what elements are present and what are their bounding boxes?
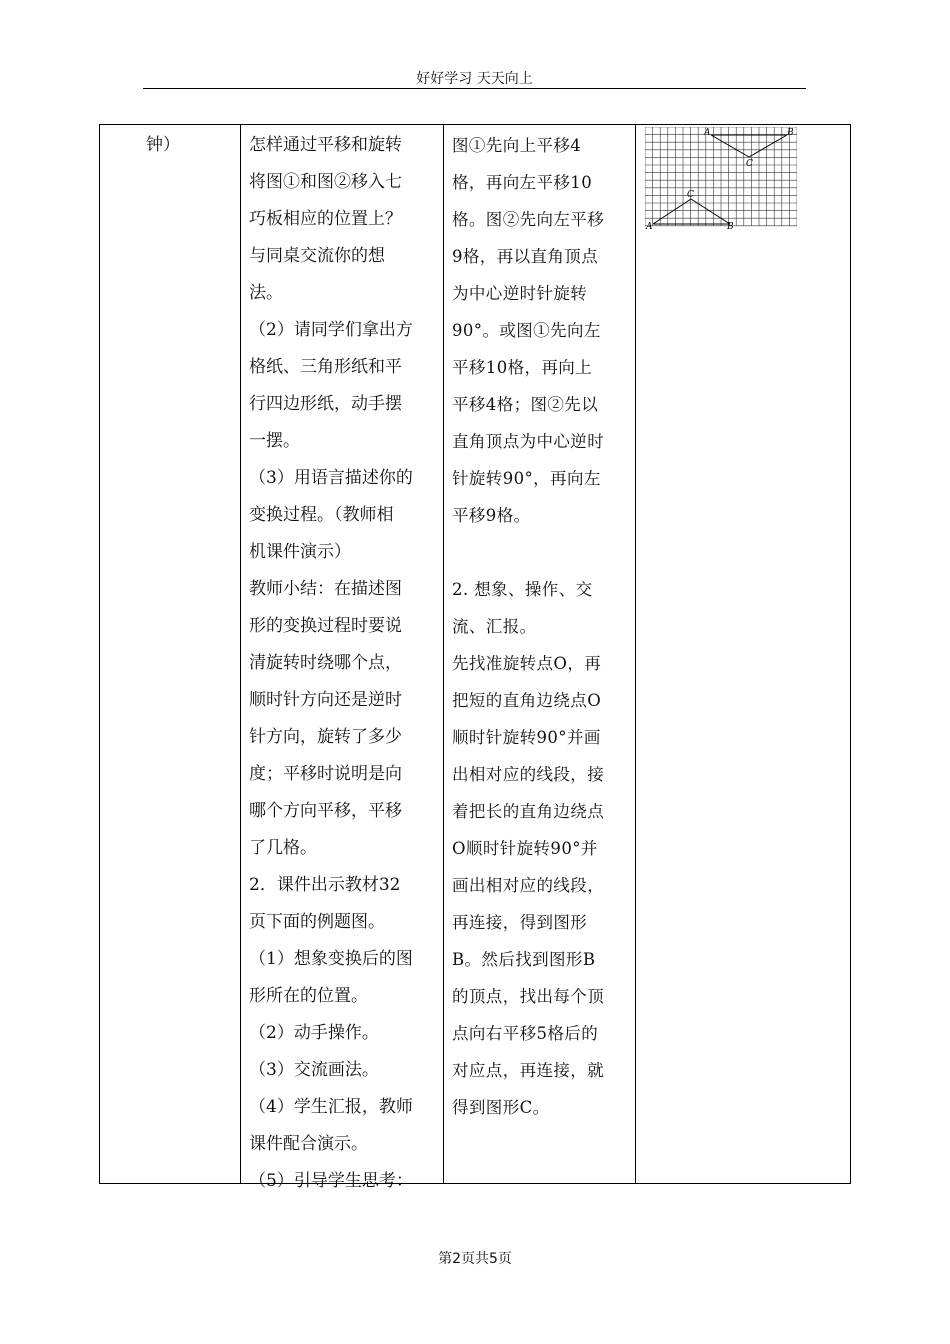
text-line: 平移4格；图②先以 xyxy=(452,395,599,414)
text-line: 钟） xyxy=(146,135,180,155)
text-line: 形所在的位置。 xyxy=(249,986,368,1006)
text-line: 针旋转90°，再向左 xyxy=(452,469,601,488)
text-line: 平移9格。 xyxy=(452,506,531,525)
lesson-table xyxy=(99,124,851,1191)
text-line: 对应点，再连接，就 xyxy=(452,1061,605,1080)
text-line: O顺时针旋转90°并 xyxy=(452,839,598,858)
text-line: （5）引导学生思考： xyxy=(249,1171,413,1191)
segment-bc-top xyxy=(749,135,787,157)
text-line: 出相对应的线段，接 xyxy=(452,765,605,784)
text-line xyxy=(452,534,627,571)
page-footer: 第2页共5页 xyxy=(438,1251,512,1267)
time-cell xyxy=(100,125,240,1183)
text-line: 为中心逆时针旋转 xyxy=(452,284,588,303)
label-c-top: C xyxy=(746,159,753,169)
text-line: 行四边形纸，动手摆 xyxy=(249,394,402,414)
text-line: 顺时针方向还是逆时 xyxy=(249,690,402,710)
text-line: 巧板相应的位置上？ xyxy=(249,209,402,229)
text-line: 机课件演示） xyxy=(249,542,351,562)
text-line: 把短的直角边绕点O xyxy=(452,691,602,710)
label-a-top: A xyxy=(704,128,711,138)
text-line: 再连接，得到图形 xyxy=(452,913,588,932)
label-b-top: B xyxy=(787,128,794,138)
text-line: 顺时针旋转90°并画 xyxy=(452,728,601,747)
text-line: 形的变换过程时要说 xyxy=(249,616,402,636)
text-line: 2．课件出示教材32 xyxy=(249,875,401,895)
text-line: 得到图形C。 xyxy=(452,1098,550,1117)
text-line: （1）想象变换后的图 xyxy=(249,949,413,969)
text-line: 格。图②先向左平移 xyxy=(452,210,605,229)
text-line: 页下面的例题图。 xyxy=(249,912,385,932)
text-line: 课件配合演示。 xyxy=(249,1134,368,1154)
text-line: 先找准旋转点O，再 xyxy=(452,654,602,673)
text-line: 与同桌交流你的想 xyxy=(249,246,385,266)
text-line: （2）请同学们拿出方 xyxy=(249,320,413,340)
text-line: 教师小结：在描述图 xyxy=(249,579,402,599)
student-activity-text xyxy=(452,127,627,1126)
text-line: 针方向，旋转了多少 xyxy=(249,727,402,747)
text-line: 度；平移时说明是向 xyxy=(249,764,402,784)
text-line: 怎样通过平移和旋转 xyxy=(249,135,402,155)
text-line: （4）学生汇报，教师 xyxy=(249,1097,413,1117)
text-line: 9格，再以直角顶点 xyxy=(452,247,599,266)
label-a-bottom: A xyxy=(646,222,653,231)
text-line: 画出相对应的线段， xyxy=(452,876,605,895)
text-line: 格，再向左平移10 xyxy=(452,173,593,192)
text-line: 清旋转时绕哪个点， xyxy=(249,653,402,673)
text-line: 变换过程。（教师相 xyxy=(249,505,394,525)
text-line: 90°。或图①先向左 xyxy=(452,321,601,340)
segment-ac-top xyxy=(711,135,749,157)
text-line: 图①先向上平移4 xyxy=(452,136,582,155)
teacher-activity-text xyxy=(249,127,435,1200)
header-rule xyxy=(143,88,806,89)
text-line: B。然后找到图形B xyxy=(452,950,596,969)
text-line: 2. 想象、操作、交 xyxy=(452,580,593,599)
text-line: 哪个方向平移，平移 xyxy=(249,801,402,821)
label-b-bottom: B xyxy=(727,222,734,231)
text-line: 格纸、三角形纸和平 xyxy=(249,357,402,377)
text-line: 平移10格，再向上 xyxy=(452,358,593,377)
text-line: 了几格。 xyxy=(249,838,317,858)
text-line: 流、汇报。 xyxy=(452,617,537,636)
text-line: 点向右平移5格后的 xyxy=(452,1024,599,1043)
teacher-activity-cell xyxy=(240,125,443,1191)
time-text xyxy=(100,125,240,164)
text-line: （2）动手操作。 xyxy=(249,1023,379,1043)
text-line: 将图①和图②移入七 xyxy=(249,172,402,192)
student-activity-cell xyxy=(443,125,635,1183)
page-header: 好好学习 天天向上 xyxy=(416,71,533,87)
text-line: （3）交流画法。 xyxy=(249,1060,379,1080)
text-line: （3）用语言描述你的 xyxy=(249,468,413,488)
label-c-bottom: C xyxy=(687,190,694,200)
text-line: 的顶点，找出每个顶 xyxy=(452,987,605,1006)
figure-cell xyxy=(635,125,850,1183)
grid-figure xyxy=(645,127,797,231)
text-line: 一摆。 xyxy=(249,431,300,451)
text-line: 直角顶点为中心逆时 xyxy=(452,432,605,451)
text-line: 法。 xyxy=(249,283,283,303)
text-line: 着把长的直角边绕点 xyxy=(452,802,605,821)
